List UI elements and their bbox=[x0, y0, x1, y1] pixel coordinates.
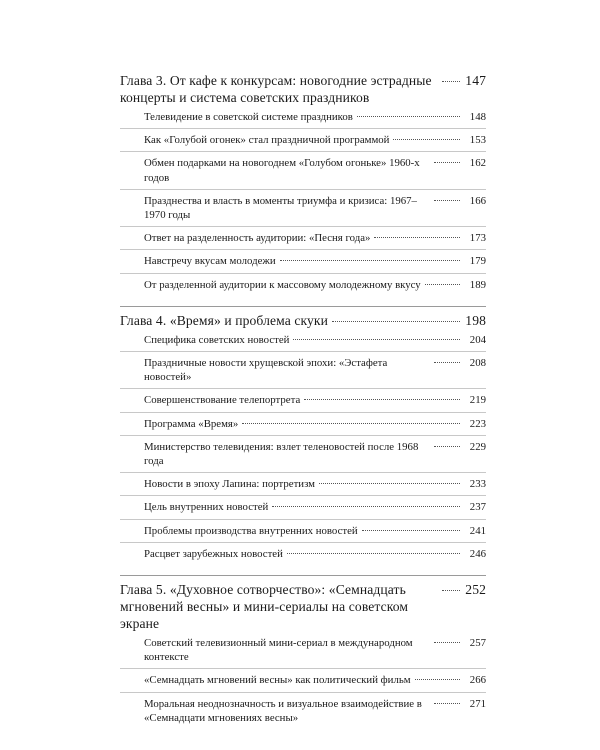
page-number: 241 bbox=[469, 524, 486, 537]
section-title: Праздничные новости хрущевской эпохи: «Эстафета новостей» bbox=[144, 357, 388, 384]
chapter-title: Глава 4. «Время» и проблема скуки bbox=[120, 312, 328, 328]
dot-leader bbox=[272, 506, 460, 507]
page-number: 198 bbox=[465, 312, 486, 328]
section-entry[interactable] bbox=[120, 697, 486, 729]
section-entry[interactable] bbox=[120, 333, 486, 352]
section-title: Советский телевизионный мини-сериал в международном контексте bbox=[144, 637, 413, 664]
page-number: 271 bbox=[469, 697, 486, 710]
dot-leader bbox=[242, 423, 460, 424]
section-title: Новости в эпоху Лапина: портретизм bbox=[144, 478, 316, 491]
section-title: «Семнадцать мгновений весны» как политический фильм bbox=[144, 674, 411, 687]
page-number: 162 bbox=[469, 157, 486, 170]
section-title: Министерство телевидения: взлет теленовостей после 1968 года bbox=[144, 440, 419, 468]
dot-leader bbox=[442, 590, 460, 591]
page-number: 266 bbox=[469, 674, 486, 687]
chapter-title: Глава 5. «Духовное сотворчество»: «Семнадцать мгновений весны» и мини-сериалы на советском экране bbox=[120, 582, 409, 632]
section-entry[interactable] bbox=[120, 254, 486, 273]
page-number: 148 bbox=[469, 111, 486, 123]
section-title: Расцвет зарубежных новостей bbox=[144, 547, 283, 560]
dot-leader bbox=[304, 399, 460, 400]
chapter-title: Глава 3. От кафе к конкурсам: новогодние эстрадные концерты и система советских праздников bbox=[120, 73, 432, 105]
page-number: 173 bbox=[469, 232, 486, 245]
dot-leader bbox=[434, 642, 460, 643]
dot-leader bbox=[319, 483, 460, 484]
section-entry[interactable] bbox=[120, 440, 486, 473]
page-number: 257 bbox=[469, 637, 486, 650]
section-title: Совершенствование телепортрета bbox=[144, 394, 301, 407]
dot-leader bbox=[442, 81, 460, 82]
chapter-4 bbox=[120, 306, 486, 565]
page-number: 166 bbox=[469, 194, 486, 207]
section-title: Программа «Время» bbox=[144, 417, 239, 430]
section-entry[interactable] bbox=[120, 356, 486, 389]
section-entry[interactable] bbox=[120, 278, 486, 296]
dot-leader bbox=[434, 362, 460, 363]
section-title: От разделенной аудитории к массовому молодежному вкусу bbox=[144, 278, 421, 291]
dot-leader bbox=[293, 339, 460, 340]
section-title: Телевидение в советской системе праздников bbox=[144, 111, 353, 123]
page-number: 229 bbox=[469, 440, 486, 453]
chapter-heading[interactable] bbox=[120, 581, 486, 632]
dot-leader bbox=[434, 162, 460, 163]
section-entry[interactable] bbox=[120, 636, 486, 669]
dot-leader bbox=[280, 260, 460, 261]
dot-leader bbox=[374, 237, 460, 238]
page-number: 189 bbox=[469, 278, 486, 291]
page-number: 233 bbox=[469, 478, 486, 491]
dot-leader bbox=[362, 530, 460, 531]
section-entry[interactable] bbox=[120, 133, 486, 152]
section-title: Проблемы производства внутренних новостей bbox=[144, 524, 358, 537]
dot-leader bbox=[357, 116, 460, 117]
section-entry[interactable] bbox=[120, 547, 486, 565]
page-number: 252 bbox=[465, 582, 486, 598]
section-entry[interactable] bbox=[120, 231, 486, 250]
page-number: 237 bbox=[469, 501, 486, 514]
chapter-heading[interactable] bbox=[120, 312, 486, 329]
page-number: 147 bbox=[465, 73, 486, 88]
dot-leader bbox=[434, 446, 460, 447]
section-entry[interactable] bbox=[120, 477, 486, 496]
page-number: 179 bbox=[469, 255, 486, 268]
dot-leader bbox=[425, 284, 460, 285]
chapter-heading[interactable] bbox=[120, 72, 486, 106]
chapter-3 bbox=[120, 72, 486, 296]
page-number: 246 bbox=[469, 547, 486, 560]
section-entry[interactable] bbox=[120, 194, 486, 227]
section-entry[interactable] bbox=[120, 524, 486, 543]
dot-leader bbox=[434, 200, 460, 201]
section-entry[interactable] bbox=[120, 156, 486, 189]
section-entry[interactable] bbox=[120, 393, 486, 412]
section-entry[interactable] bbox=[120, 500, 486, 519]
section-title: Ответ на разделенность аудитории: «Песня года» bbox=[144, 232, 371, 245]
section-entry[interactable] bbox=[120, 673, 486, 692]
section-title: Как «Голубой огонек» стал праздничной программой bbox=[144, 134, 390, 147]
page-number: 204 bbox=[469, 333, 486, 346]
dot-leader bbox=[287, 553, 460, 554]
section-title: Цель внутренних новостей bbox=[144, 501, 269, 514]
chapter-5 bbox=[120, 575, 486, 729]
page-number: 223 bbox=[469, 417, 486, 430]
section-entry[interactable] bbox=[120, 110, 486, 129]
section-title: Обмен подарками на новогоднем «Голубом огоньке» 1960-х годов bbox=[144, 157, 420, 184]
table-of-contents bbox=[120, 72, 486, 729]
section-title: Празднества и власть в моменты триумфа и кризиса: 1967–1970 годы bbox=[144, 194, 417, 222]
page-number: 153 bbox=[469, 134, 486, 147]
page-number: 208 bbox=[469, 357, 486, 370]
page-number: 219 bbox=[469, 394, 486, 407]
section-title: Моральная неоднозначность и визуальное взаимодействие в «Семнадцати мгновениях весны» bbox=[144, 697, 422, 724]
dot-leader bbox=[415, 679, 460, 680]
dot-leader bbox=[434, 703, 460, 704]
dot-leader bbox=[332, 321, 460, 322]
section-title: Специфика советских новостей bbox=[144, 333, 290, 346]
dot-leader bbox=[393, 139, 460, 140]
section-entry[interactable] bbox=[120, 417, 486, 436]
section-title: Навстречу вкусам молодежи bbox=[144, 255, 276, 268]
